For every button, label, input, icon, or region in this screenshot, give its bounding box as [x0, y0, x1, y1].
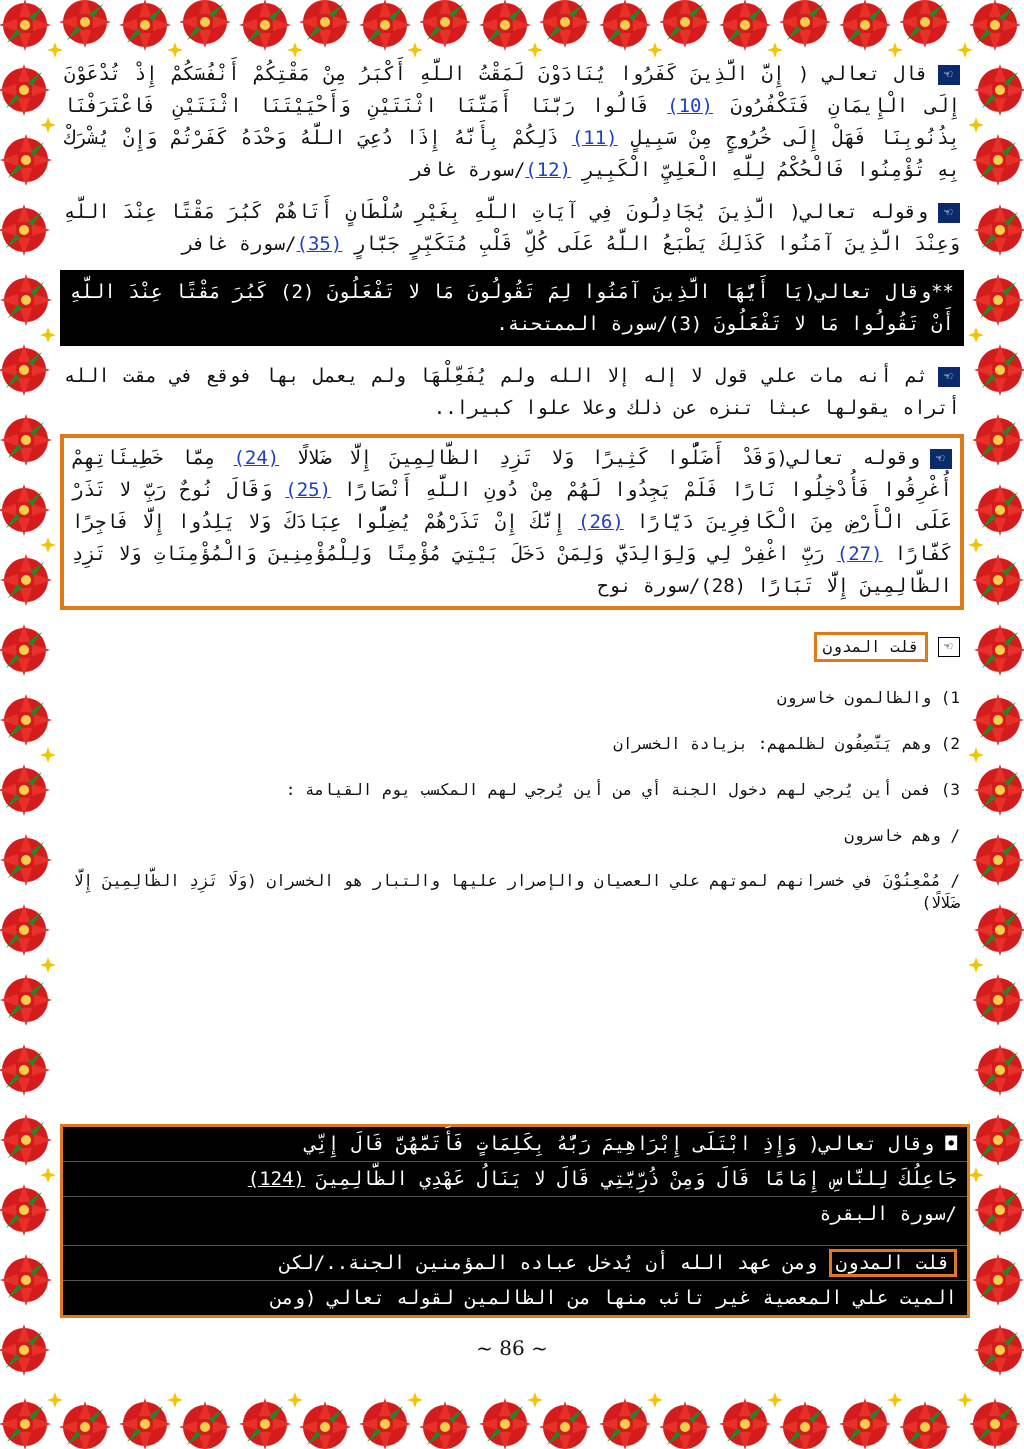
verse-text: قال تعالي ( إِنَّ الَّذِينَ كَفَرُوا يُنَادَوْنَ لَمَقْتُ اللَّهِ أَكْبَرُ مِنْ مَقْتِكُمْ أَنْفُسَكُمْ إِذْ تُدْعَوْنَ إِلَى الْإِيمَانِ فَتَكْفُرُونَ [64, 63, 961, 117]
verse-ref-link[interactable]: (26) [578, 511, 624, 533]
verse-box-nuh [60, 434, 964, 610]
verse-box-baqara [60, 1124, 970, 1318]
box-row [63, 1162, 967, 1197]
pointing-hand-icon: ☜ [938, 203, 960, 223]
verse-ref-link[interactable]: (35) [296, 233, 343, 255]
section-heading-row [60, 630, 964, 662]
list-item: 1) والظالمون خاسرون [776, 688, 960, 707]
verse-ref-link[interactable]: (25) [285, 479, 332, 501]
list-item: / مُمْعِنُوْنَ في خسرانهم لموتهم علي العصيان والإصرار عليها والتبار هو الخسران (وَلَا تَزِدِ الظَّالِمِينَ إِلَّا ضَلَالًا) [73, 871, 960, 912]
verse-ref-link[interactable]: (124) [247, 1168, 305, 1190]
highlight-box-mumtahana: **وقال تعالي(يَا أَيُّهَا الَّذِينَ آمَنُوا لِمَ تَقُولُونَ مَا لا تَفْعَلُونَ (2) كَبُرَ مَقْتًا عِنْدَ اللَّهِ أَنْ تَقُولُوا مَا لا تَفْعَلُونَ (3)/سورة الممتحنة. [60, 270, 964, 346]
pointing-hand-icon: ☜ [938, 637, 960, 657]
verse-ref-link[interactable]: (24) [233, 447, 280, 469]
box-row: /سورة البقرة [63, 1197, 967, 1246]
surah-name: /سورة غافر [410, 159, 526, 181]
paragraph-ghafir-35 [60, 196, 964, 260]
verse-ref-link[interactable]: (27) [836, 543, 883, 565]
verse-text: وَقَالَ نُوحٌ رَبِّ لا تَذَرْ عَلَى الْأَرْضِ مِنَ الْكَافِرِينَ دَيَّارًا [72, 479, 952, 533]
commentary-text: ثم أنه مات علي قول لا إله إلا الله ولم يُفَعِّلْهَا ولم يعمل بها فوقع في مقت الله أتراه يقولها عبثا تنزه عن ذلك وعلا علوا كبيرا.. [64, 365, 960, 419]
page-number: ~ 86 ~ [476, 1336, 548, 1360]
list-item: / وهم خاسرون [844, 826, 960, 845]
verse-ref-link[interactable]: (10) [667, 95, 713, 117]
surah-name: /سورة غافر [182, 233, 297, 255]
page-content [60, 58, 964, 1378]
points-list [60, 686, 964, 914]
verse-ref-link[interactable]: (11) [571, 127, 618, 149]
list-item: 3) فمن أين يُرجي لهم دخول الجنة أي من أين يُرجي لهم المكسب يوم القيامة : [285, 780, 960, 799]
verse-text: وقوله تعالي( الَّذِينَ يُجَادِلُونَ فِي آيَاتِ اللَّهِ بِغَيْرِ سُلْطَانٍ أَتَاهُمْ كَبُرَ مَقْتًا عِنْدَ اللَّهِ وَعِنْدَ الَّذِينَ آمَنُوا كَذَلِكَ يَطْبَعُ اللَّهُ عَلَى كُلِّ قَلْبِ مُتَكَبِّرٍ جَبَّارٍ [64, 201, 960, 255]
box-row [63, 1246, 967, 1281]
box-row: الميت علي المعصية غير تائب منها من الظالمين لقوله تعالي (ومن [270, 1287, 957, 1309]
inline-heading: قلت المدون [829, 1249, 957, 1277]
pointing-hand-icon: ☜ [938, 65, 960, 85]
box-row: ◘ وقال تعالي( وَإِذِ ابْتَلَى إِبْرَاهِيمَ رَبُّهُ بِكَلِمَاتٍ فَأَتَمَّهُنَّ قَالَ إِنِّي [63, 1127, 967, 1162]
verse-ref-link[interactable]: (12) [525, 159, 572, 181]
verse-text: ذَلِكُمْ بِأَنَّهُ إِذَا دُعِيَ اللَّهُ وَحْدَهُ كَفَرْتُمْ وَإِنْ يُشْرَكْ بِهِ تُؤْمِنُوا فَالْحُكْمُ لِلَّهِ الْعَلِيِّ الْكَبِيرِ [64, 127, 960, 181]
verse-text: إِنَّكَ إِنْ تَذَرْهُمْ يُضِلُّوا عِبَادَكَ وَلا يَلِدُوا إِلَّا فَاجِرًا كَفَّارًا [72, 511, 952, 565]
commentary-text: ومن عهد الله أن يُدخل عباده المؤمنين الجنة../لكن [279, 1252, 829, 1274]
paragraph-commentary [60, 360, 964, 424]
pointing-hand-icon: ☜ [930, 449, 952, 469]
list-item: 2) وهم يَتَّصِفُون لظلمهم: بزيادة الخسران [613, 734, 960, 753]
paragraph-ghafir-10-12 [60, 58, 964, 186]
pointing-hand-icon: ☜ [938, 367, 960, 387]
verse-text: مِمَّا خَطِيئَاتِهِمْ أُغْرِقُوا فَأُدْخِلُوا نَارًا فَلَمْ يَجِدُوا لَهُمْ مِنْ دُونِ اللَّهِ أَنْصَارًا [72, 447, 952, 501]
verse-text: رَبِّ اغْفِرْ لِي وَلِوَالِدَيَّ وَلِمَنْ دَخَلَ بَيْتِيَ مُؤْمِنًا وَلِلْمُؤْمِنِينَ وَالْمُؤْمِنَاتِ وَلا تَزِدِ الظَّالِمِينَ إِلَّا تَبَارًا (28)/سورة نوح [72, 543, 952, 597]
verse-text: قَالُوا رَبَّنَا أَمَتَّنَا اثْنَتَيْنِ وَأَحْيَيْتَنَا اثْنَتَيْنِ فَاعْتَرَفْنَا بِذُنُوبِنَا فَهَلْ إِلَى خُرُوجٍ مِنْ سَبِيلٍ [64, 95, 960, 149]
section-heading: قلت المدون [814, 632, 928, 662]
verse-text: وقوله تعالي(وَقَدْ أَضَلُّوا كَثِيرًا وَلا تَزِدِ الظَّالِمِينَ إِلَّا ضَلالًا [279, 447, 920, 469]
verse-text: جَاعِلُكَ لِلنَّاسِ إِمَامًا قَالَ وَمِنْ ذُرِّيَّتِي قَالَ لا يَنَالُ عَهْدِي الظَّالِمِينَ [304, 1168, 957, 1190]
